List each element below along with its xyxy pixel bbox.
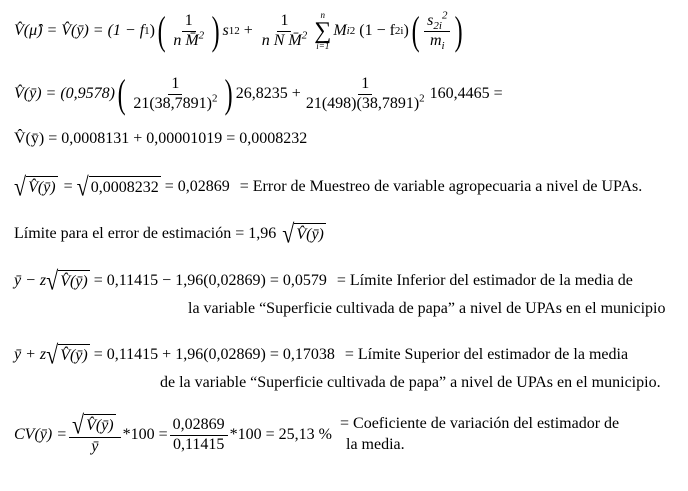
- eq5-text: Límite para el error de estimación = 1,96: [14, 225, 277, 242]
- equation-upper-limit: [14, 340, 628, 370]
- equation-error-limit: [14, 220, 328, 248]
- eq2-close-bigparen: ): [225, 71, 234, 116]
- eq5-sqrt-body: V̂(ȳ): [294, 223, 326, 245]
- eq4-sqrt-1: √ V̂(ȳ): [14, 171, 56, 202]
- eq2-frac2-num: 1: [358, 75, 372, 94]
- eq1-s2i-sub: 2i: [433, 20, 442, 33]
- eq6-desc-2: la variable “Superficie cultivada de papa” a nivel de UPAs en el municipio: [188, 300, 666, 317]
- eq2-frac-1: [130, 75, 220, 113]
- eq1-frac-3: [424, 9, 450, 52]
- equation-sampling-error: [14, 172, 642, 202]
- eq1-close-paren-2: ): [403, 22, 409, 39]
- eq8-desc-1: = Coeficiente de variación del estimador de: [340, 415, 620, 433]
- eq8-desc-2: la media.: [346, 436, 405, 453]
- eq1-frac-2: [259, 12, 311, 50]
- eq1-m: m: [429, 31, 442, 49]
- eq2-val2: 160,4465 =: [429, 85, 503, 102]
- eq1-M: M: [333, 22, 347, 39]
- equation-lower-limit-desc: [188, 298, 665, 320]
- eq6-lhs: ȳ − z: [14, 272, 47, 289]
- eq1-m-sub: i: [441, 39, 445, 52]
- eq7-sqrt-body: V̂(ȳ): [58, 344, 90, 366]
- eq2-frac2-den: 21(498)(38,7891): [305, 94, 420, 112]
- eq2-frac1-den: 21(38,7891): [133, 94, 212, 112]
- eq8-sqrt-body: V̂(ȳ): [84, 414, 116, 436]
- eq1-frac1-den-sup: 2: [198, 29, 205, 42]
- eq1-plus: +: [243, 22, 253, 39]
- equation-variance-numeric: [14, 66, 503, 122]
- eq2-frac1-den-sup: 2: [211, 92, 218, 105]
- eq7-desc-2: de la variable “Superficie cultivada de papa” a nivel de UPAs en el municipio.: [160, 374, 661, 391]
- eq5-sqrt: √ V̂(ȳ): [282, 218, 324, 249]
- eq8-frac2-num: 0,02869: [170, 416, 228, 435]
- eq1-s2i-sup: 2: [441, 9, 448, 22]
- eq8-frac2-den: 0,11415: [172, 435, 225, 453]
- eq1-sum-top: n: [320, 9, 326, 20]
- eq4-sqrt-body: V̂(ȳ): [26, 176, 58, 198]
- eq8-frac-2: [170, 416, 228, 454]
- eq1-frac-1: [170, 12, 207, 50]
- eq1-sum-bottom: i=1: [316, 41, 330, 52]
- eq1-frac2-den: n N M̄: [261, 31, 302, 49]
- eq2-frac2-den-sup: 2: [419, 92, 425, 105]
- eq8-lhs: CV(ȳ) =: [14, 426, 67, 443]
- eq8-frac-1: [69, 409, 121, 457]
- eq1-close-bigparen: ): [211, 8, 220, 53]
- eq6-sqrt-body: V̂(ȳ): [58, 270, 90, 292]
- eq1-summation: n ∑ i=1: [314, 9, 332, 52]
- eq8-mult-2: *100 = 25,13 %: [229, 426, 332, 443]
- eq1-one-minus: (1 − f: [359, 22, 395, 39]
- eq2-val1: 26,8235 +: [235, 85, 301, 102]
- equation-coefficient-variation: [14, 406, 619, 464]
- eq8-desc-block: [340, 414, 619, 456]
- eq1-frac2-num: 1: [277, 12, 291, 31]
- eq8-mult-1: *100 =: [122, 426, 168, 443]
- eq1-frac1-den: n M̄: [173, 31, 199, 49]
- eq4-desc: = Error de Muestreo de variable agropecuaria a nivel de UPAs.: [239, 178, 643, 195]
- eq4-result: = 0,02869: [164, 178, 230, 195]
- eq7-desc-1: = Límite Superior del estimador de la media: [344, 346, 629, 363]
- eq4-sqrt-2: √ 0,0008232: [76, 171, 159, 202]
- eq2-lhs: V̂(ȳ) = (0,9578): [14, 85, 115, 102]
- equation-variance-formula: V̂(μ̂) = V̂(ȳ) = (1 − f 1 ) ( $\frac{1}{n M̄^2}$ ) s 1 2 + $\frac{1}{n N M̄^2}$ n ∑ i=1 M i 2 (1 − f 2i ) ( $\frac{s_{2i}^2}{m_i}$ ): [14, 8, 464, 53]
- eq1-frac1-num: 1: [182, 12, 196, 31]
- equation-lower-limit: [14, 266, 633, 296]
- eq6-sqrt: √ V̂(ȳ): [46, 265, 88, 296]
- eq7-sqrt: √ V̂(ȳ): [46, 339, 88, 370]
- eq3-text: V̂(ȳ) = 0,0008131 + 0,00001019 = 0,0008232: [14, 130, 308, 147]
- eq1-s2i: s: [427, 12, 434, 30]
- eq2-frac-2: [303, 75, 428, 113]
- equation-variance-result: [14, 126, 307, 152]
- eq1-lhs: V̂(μ̂) = V̂(ȳ) = (1 − f: [14, 22, 145, 39]
- eq1-open-bigparen-2: (: [411, 8, 420, 53]
- equation-upper-limit-desc: [160, 372, 661, 394]
- eq1-frac2-den-sup: 2: [301, 29, 308, 42]
- eq1-open-bigparen: (: [157, 8, 166, 53]
- eq1-close-paren: ): [149, 22, 155, 39]
- eq8-sqrt: √ V̂(ȳ): [72, 409, 114, 440]
- eq6-desc-1: = Límite Inferior del estimador de la media de: [336, 272, 633, 289]
- eq4-sqrt-val: 0,0008232: [89, 176, 161, 198]
- eq6-rhs: = 0,11415 − 1,96(0,02869) = 0,0579: [93, 272, 327, 289]
- eq1-close-bigparen-2: ): [455, 8, 464, 53]
- eq7-rhs: = 0,11415 + 1,96(0,02869) = 0,17038: [93, 346, 335, 363]
- eq8-frac1-den: ȳ: [91, 438, 99, 455]
- eq7-lhs: ȳ + z: [14, 346, 47, 363]
- eq2-open-bigparen: (: [117, 71, 126, 116]
- eq2-frac1-num: 1: [168, 75, 182, 94]
- eq4-eq: =: [63, 178, 73, 195]
- eq1-s1: s: [222, 22, 229, 39]
